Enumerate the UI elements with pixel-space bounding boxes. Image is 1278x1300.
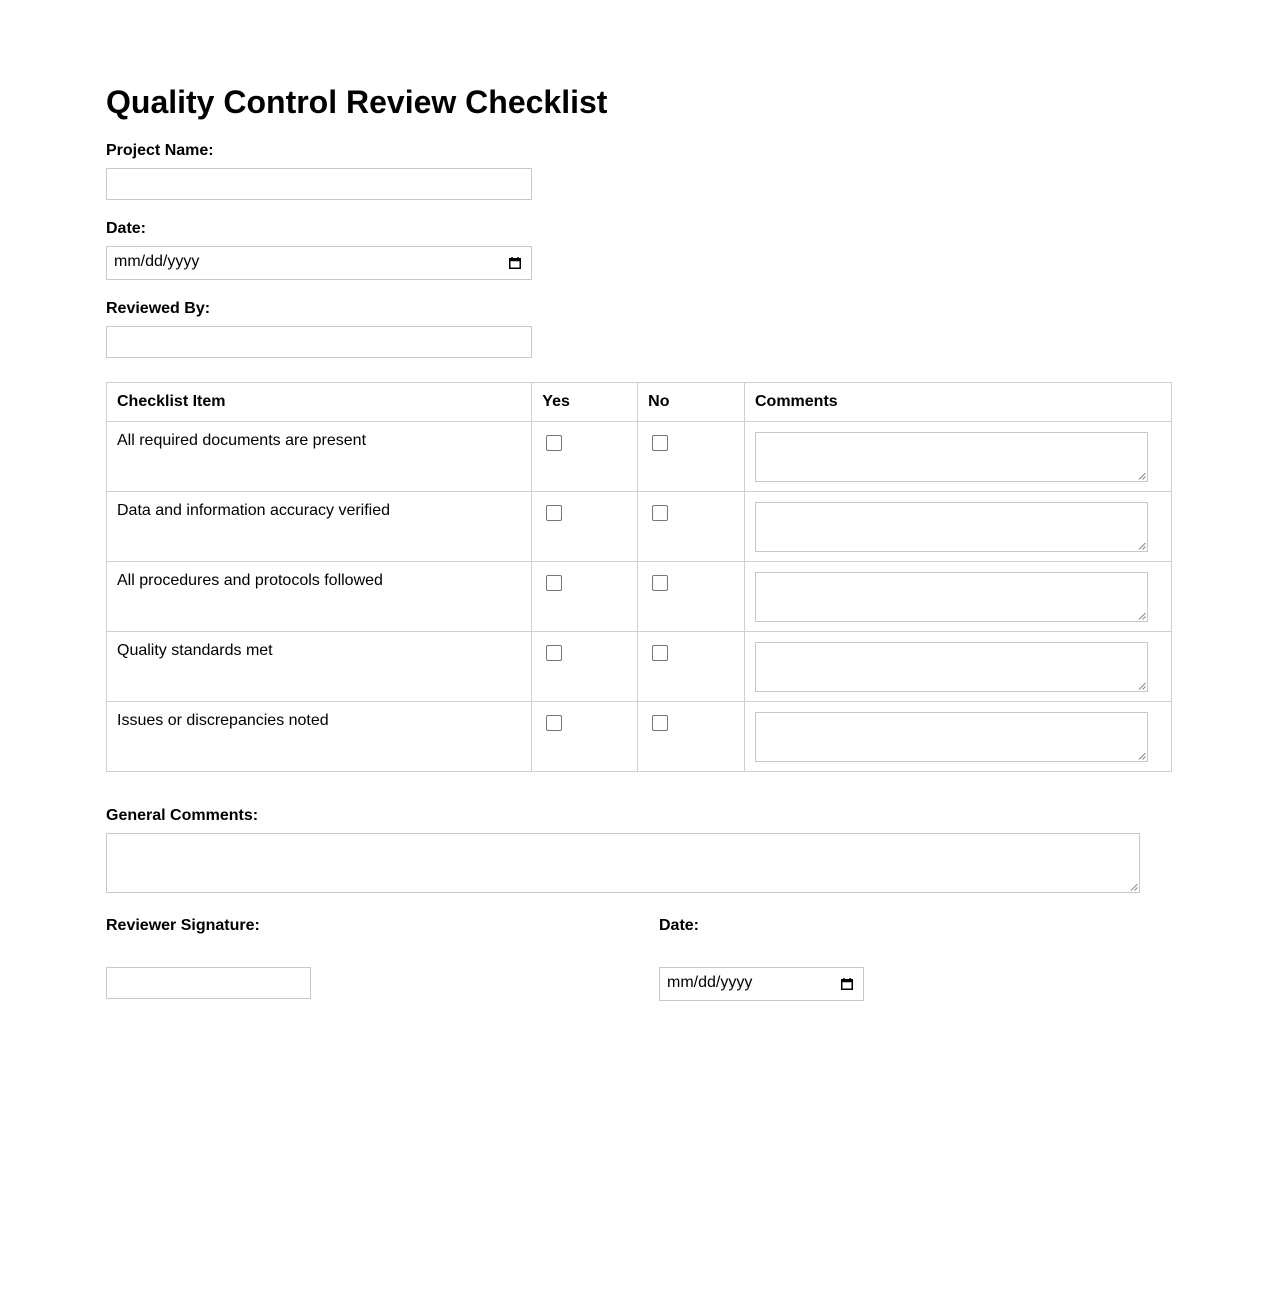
yes-cell bbox=[532, 422, 638, 492]
yes-checkbox[interactable] bbox=[546, 715, 562, 731]
general-comments-label: General Comments: bbox=[106, 807, 259, 824]
comment-textarea[interactable] bbox=[755, 432, 1148, 482]
checklist-item-text: Issues or discrepancies noted bbox=[117, 712, 329, 729]
comments-cell bbox=[745, 422, 1172, 492]
page-title: Quality Control Review Checklist bbox=[106, 84, 608, 120]
calendar-icon[interactable] bbox=[841, 978, 853, 990]
checklist-item-cell bbox=[107, 422, 532, 492]
table-row bbox=[107, 492, 1172, 562]
yes-checkbox[interactable] bbox=[546, 645, 562, 661]
reviewed-by-label: Reviewed By: bbox=[106, 300, 211, 317]
yes-checkbox[interactable] bbox=[546, 505, 562, 521]
date-input-placeholder: mm/dd/yyyy bbox=[114, 253, 200, 270]
header-checklist-item: Checklist Item bbox=[107, 383, 532, 422]
comments-cell bbox=[745, 492, 1172, 562]
checklist-item-cell bbox=[107, 492, 532, 562]
general-comments-textarea[interactable] bbox=[106, 833, 1140, 893]
reviewer-signature-label: Reviewer Signature: bbox=[106, 917, 260, 934]
comments-cell bbox=[745, 702, 1172, 772]
table-row bbox=[107, 702, 1172, 772]
no-checkbox[interactable] bbox=[652, 435, 668, 451]
date-label: Date: bbox=[106, 220, 147, 237]
checklist-item-text: Data and information accuracy verified bbox=[117, 502, 391, 519]
comment-textarea[interactable] bbox=[755, 642, 1148, 692]
checklist-item-text: All procedures and protocols followed bbox=[117, 572, 383, 589]
resize-grip-icon[interactable] bbox=[1138, 682, 1146, 690]
signature-date-placeholder: mm/dd/yyyy bbox=[667, 974, 753, 991]
comments-cell bbox=[745, 562, 1172, 632]
comment-textarea[interactable] bbox=[755, 572, 1148, 622]
signature-date-input[interactable] bbox=[659, 967, 864, 1001]
no-cell bbox=[638, 702, 745, 772]
yes-checkbox[interactable] bbox=[546, 435, 562, 451]
resize-grip-icon[interactable] bbox=[1138, 612, 1146, 620]
reviewed-by-input[interactable] bbox=[106, 326, 532, 358]
checklist-item-cell bbox=[107, 562, 532, 632]
header-comments: Comments bbox=[745, 383, 1172, 422]
no-cell bbox=[638, 562, 745, 632]
no-checkbox[interactable] bbox=[652, 645, 668, 661]
table-header-row bbox=[107, 383, 1172, 422]
yes-cell bbox=[532, 632, 638, 702]
calendar-icon[interactable] bbox=[509, 257, 521, 269]
no-checkbox[interactable] bbox=[652, 715, 668, 731]
checklist-item-cell bbox=[107, 632, 532, 702]
checklist-table bbox=[106, 382, 1172, 772]
resize-grip-icon[interactable] bbox=[1138, 752, 1146, 760]
yes-cell bbox=[532, 562, 638, 632]
table-row bbox=[107, 562, 1172, 632]
no-checkbox[interactable] bbox=[652, 505, 668, 521]
checklist-item-text: All required documents are present bbox=[117, 432, 367, 449]
yes-cell bbox=[532, 492, 638, 562]
header-no: No bbox=[638, 383, 745, 422]
checklist-item-cell bbox=[107, 702, 532, 772]
yes-checkbox[interactable] bbox=[546, 575, 562, 591]
signature-date-label: Date: bbox=[659, 917, 700, 934]
project-name-label: Project Name: bbox=[106, 142, 214, 159]
no-checkbox[interactable] bbox=[652, 575, 668, 591]
no-cell bbox=[638, 492, 745, 562]
resize-grip-icon[interactable] bbox=[1130, 883, 1138, 891]
no-cell bbox=[638, 422, 745, 492]
no-cell bbox=[638, 632, 745, 702]
checklist-item-text: Quality standards met bbox=[117, 642, 273, 659]
reviewer-signature-input[interactable] bbox=[106, 967, 311, 999]
resize-grip-icon[interactable] bbox=[1138, 542, 1146, 550]
yes-cell bbox=[532, 702, 638, 772]
date-input[interactable] bbox=[106, 246, 532, 280]
table-row bbox=[107, 632, 1172, 702]
comment-textarea[interactable] bbox=[755, 712, 1148, 762]
comment-textarea[interactable] bbox=[755, 502, 1148, 552]
header-yes: Yes bbox=[532, 383, 638, 422]
comments-cell bbox=[745, 632, 1172, 702]
table-row bbox=[107, 422, 1172, 492]
project-name-input[interactable] bbox=[106, 168, 532, 200]
resize-grip-icon[interactable] bbox=[1138, 472, 1146, 480]
